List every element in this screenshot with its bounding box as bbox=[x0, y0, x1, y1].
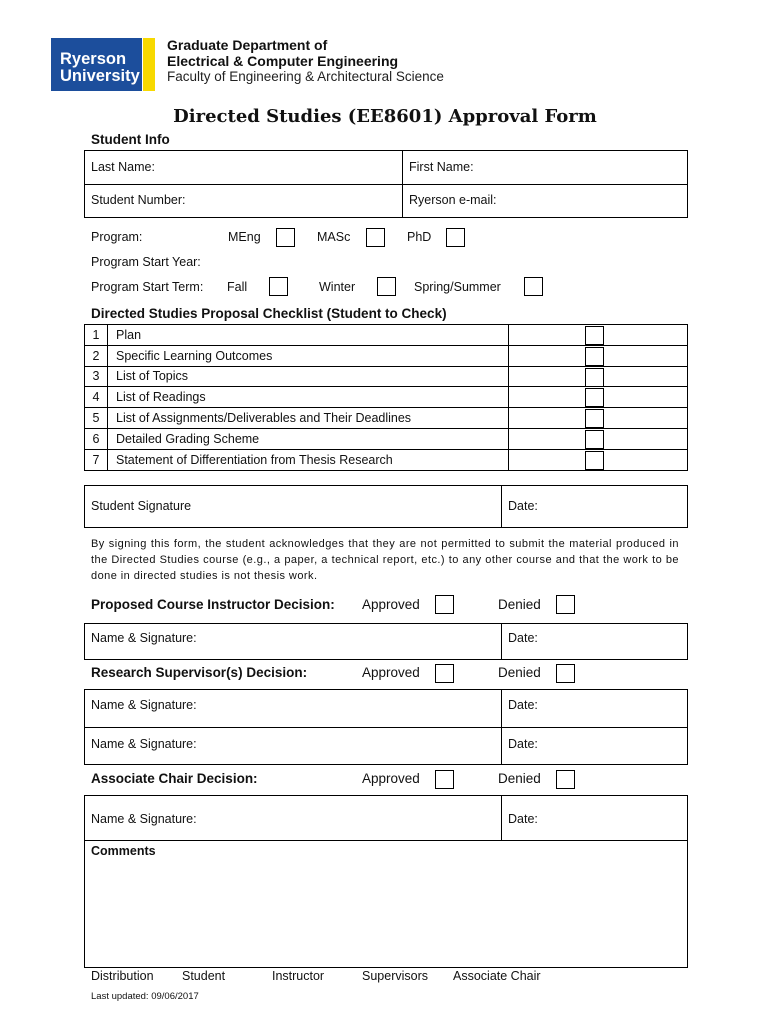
term-option-fall: Fall bbox=[227, 280, 248, 294]
supervisor-denied-label: Denied bbox=[498, 665, 541, 680]
checklist-checkbox[interactable] bbox=[585, 430, 604, 449]
instructor-denied-checkbox[interactable] bbox=[556, 595, 575, 614]
comments-field[interactable] bbox=[90, 862, 682, 962]
checklist-row bbox=[85, 387, 688, 408]
disclaimer-text: By signing this form, the student acknowledges that they are not permitted to submit the material produced in the Directed Studies course (e.g., a paper, a technical report, etc.) to any other course and that the work to be done in directed studies is not thesis work. bbox=[91, 538, 679, 582]
program-option-masc: MASc bbox=[317, 230, 351, 244]
dept-line-3: Faculty of Engineering & Architectural Science bbox=[167, 69, 444, 84]
winter-checkbox[interactable] bbox=[377, 277, 396, 296]
instructor-name-signature-field[interactable]: Name & Signature: bbox=[91, 631, 197, 645]
checklist-row bbox=[85, 449, 688, 470]
checklist-item-label: List of Assignments/Deliverables and Their Deadlines bbox=[108, 408, 509, 429]
supervisor-decision-heading: Research Supervisor(s) Decision: bbox=[91, 665, 308, 680]
instructor-approved-checkbox[interactable] bbox=[435, 595, 454, 614]
chair-denied-checkbox[interactable] bbox=[556, 770, 575, 789]
distribution-student: Student bbox=[182, 969, 226, 983]
checklist-row bbox=[85, 366, 688, 387]
divider bbox=[84, 184, 688, 185]
distribution-label: Distribution bbox=[91, 969, 154, 983]
checklist-check-cell bbox=[509, 345, 688, 366]
spring-summer-checkbox[interactable] bbox=[524, 277, 543, 296]
checklist-item-number: 1 bbox=[85, 325, 108, 346]
dept-line-2: Electrical & Computer Engineering bbox=[167, 53, 399, 69]
instructor-decision-heading: Proposed Course Instructor Decision: bbox=[91, 597, 335, 612]
checklist-check-cell bbox=[509, 387, 688, 408]
checklist-checkbox[interactable] bbox=[585, 347, 604, 366]
fall-checkbox[interactable] bbox=[269, 277, 288, 296]
chair-decision-heading: Associate Chair Decision: bbox=[91, 771, 258, 786]
distribution-instructor: Instructor bbox=[272, 969, 325, 983]
checklist-check-cell bbox=[509, 449, 688, 470]
divider bbox=[84, 727, 688, 728]
last-name-field[interactable]: Last Name: bbox=[91, 160, 155, 174]
checklist-check-cell bbox=[509, 366, 688, 387]
checklist-row bbox=[85, 345, 688, 366]
logo-accent-bar bbox=[143, 38, 155, 91]
student-number-field[interactable]: Student Number: bbox=[91, 193, 186, 207]
instructor-date-field[interactable]: Date: bbox=[508, 631, 538, 645]
meng-checkbox[interactable] bbox=[276, 228, 295, 247]
checklist-item-label: Statement of Differentiation from Thesis Research bbox=[108, 449, 509, 470]
divider bbox=[501, 689, 502, 765]
chair-approved-label: Approved bbox=[362, 771, 420, 786]
checklist-checkbox[interactable] bbox=[585, 368, 604, 387]
program-option-meng: MEng bbox=[228, 230, 261, 244]
checklist-checkbox[interactable] bbox=[585, 388, 604, 407]
chair-approved-checkbox[interactable] bbox=[435, 770, 454, 789]
checklist-item-label: List of Readings bbox=[108, 387, 509, 408]
checklist-row bbox=[85, 325, 688, 346]
chair-name-signature-field[interactable]: Name & Signature: bbox=[91, 812, 197, 826]
checklist-check-cell bbox=[509, 325, 688, 346]
first-name-field[interactable]: First Name: bbox=[409, 160, 474, 174]
checklist-table bbox=[84, 324, 688, 471]
checklist-item-number: 5 bbox=[85, 408, 108, 429]
checklist-heading: Directed Studies Proposal Checklist (Student to Check) bbox=[91, 306, 447, 321]
divider bbox=[84, 840, 688, 841]
supervisor-approved-checkbox[interactable] bbox=[435, 664, 454, 683]
chair-date-field[interactable]: Date: bbox=[508, 812, 538, 826]
checklist-item-number: 3 bbox=[85, 366, 108, 387]
checklist-checkbox[interactable] bbox=[585, 326, 604, 345]
phd-checkbox[interactable] bbox=[446, 228, 465, 247]
checklist-check-cell bbox=[509, 428, 688, 449]
dept-line-1: Graduate Department of bbox=[167, 37, 328, 53]
supervisor-denied-checkbox[interactable] bbox=[556, 664, 575, 683]
email-field[interactable]: Ryerson e-mail: bbox=[409, 193, 497, 207]
last-updated: Last updated: 09/06/2017 bbox=[91, 991, 199, 1002]
checklist-row bbox=[85, 408, 688, 429]
distribution-supervisors: Supervisors bbox=[362, 969, 428, 983]
student-info-heading: Student Info bbox=[91, 132, 170, 147]
checklist-item-label: Specific Learning Outcomes bbox=[108, 345, 509, 366]
distribution-associate-chair: Associate Chair bbox=[453, 969, 541, 983]
checklist-check-cell bbox=[509, 408, 688, 429]
masc-checkbox[interactable] bbox=[366, 228, 385, 247]
supervisor-2-date-field[interactable]: Date: bbox=[508, 737, 538, 751]
form-title: Directed Studies (EE8601) Approval Form bbox=[173, 106, 597, 127]
comments-heading: Comments bbox=[91, 844, 156, 858]
checklist-checkbox[interactable] bbox=[585, 451, 604, 470]
start-term-label: Program Start Term: bbox=[91, 280, 204, 294]
checklist-item-number: 4 bbox=[85, 387, 108, 408]
checklist-row bbox=[85, 428, 688, 449]
instructor-approved-label: Approved bbox=[362, 597, 420, 612]
divider bbox=[501, 623, 502, 660]
supervisor-date-field[interactable]: Date: bbox=[508, 698, 538, 712]
checklist-item-label: Plan bbox=[108, 325, 509, 346]
university-logo bbox=[51, 38, 142, 91]
program-label: Program: bbox=[91, 230, 143, 244]
logo-line-1: Ryerson bbox=[60, 50, 127, 68]
divider bbox=[501, 795, 502, 840]
chair-denied-label: Denied bbox=[498, 771, 541, 786]
student-signature-field[interactable]: Student Signature bbox=[91, 499, 192, 513]
term-option-spring-summer: Spring/Summer bbox=[414, 280, 501, 294]
instructor-denied-label: Denied bbox=[498, 597, 541, 612]
program-option-phd: PhD bbox=[407, 230, 432, 244]
divider bbox=[501, 485, 502, 528]
student-signature-date-field[interactable]: Date: bbox=[508, 499, 538, 513]
checklist-item-label: Detailed Grading Scheme bbox=[108, 428, 509, 449]
divider bbox=[402, 150, 403, 218]
checklist-item-label: List of Topics bbox=[108, 366, 509, 387]
checklist-checkbox[interactable] bbox=[585, 409, 604, 428]
checklist-item-number: 2 bbox=[85, 345, 108, 366]
logo-line-2: University bbox=[60, 67, 140, 85]
supervisor-approved-label: Approved bbox=[362, 665, 420, 680]
checklist-item-number: 6 bbox=[85, 428, 108, 449]
checklist-item-number: 7 bbox=[85, 449, 108, 470]
supervisor-name-signature-field[interactable]: Name & Signature: bbox=[91, 698, 197, 712]
start-year-field[interactable]: Program Start Year: bbox=[91, 255, 201, 269]
supervisor-2-name-signature-field[interactable]: Name & Signature: bbox=[91, 737, 197, 751]
term-option-winter: Winter bbox=[319, 280, 356, 294]
